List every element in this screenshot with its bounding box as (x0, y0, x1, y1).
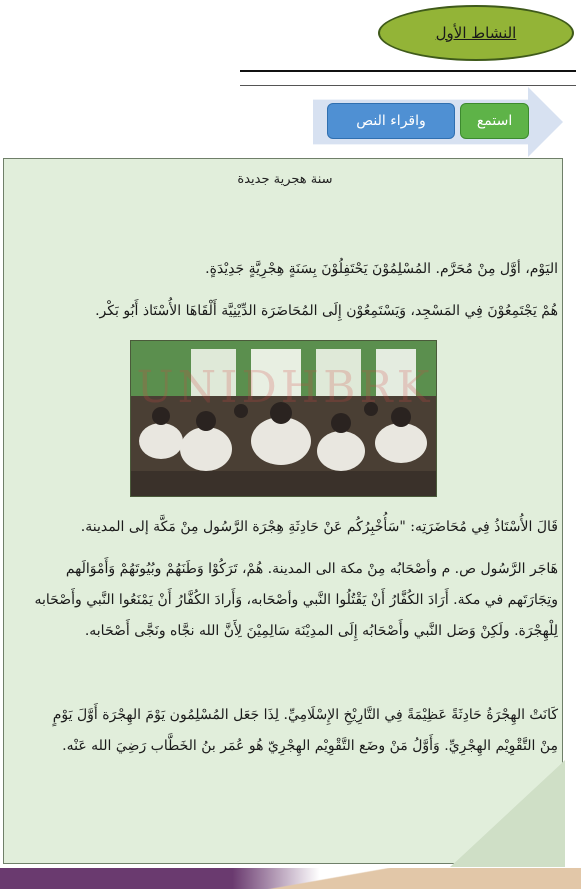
read-text-button-label: واقراء النص (356, 113, 426, 129)
paragraph-5: كَانَتْ الهِجْرَةُ حَادِثَةً عَظِيْمَةً فِي التَّارِيْخِ الإِسْلَامِيِّ. لِذَا جَعَل المُسْلِمُون يَوْمَ الهِجْرَة أَوَّلَ يَوْمٍ مِنْ التَّقْوِيْم الهِجْرِيِّ. وَأَوَّلُ مَنْ وضَع التَّقْوِيْم الهِجْرِيّ هُو عُمَر بنُ الخَطَّاب رَضِيَ الله عَنْه. (52, 707, 558, 754)
listen-button-label: استمع (476, 113, 513, 129)
watermark: UNIDHBRK (136, 362, 434, 413)
activity-oval (378, 5, 574, 61)
header-rule-thin (240, 85, 576, 86)
paragraph-4: هَاجَر الرَّسُول ص. م وأصْحَابُه مِنْ مكة الى المدينة. هُمْ، تَرَكُوْا وَطَنَهُمْ وبُيُوتَهُمْ وَأَمْوَالَهم وتِجَارَتَهم في مكة. أَرَادَ الكُفَّارُ أَنْ يَقْتُلُوا النَّبي وأصْحَابه، وَأَرادَ الكُفَّارُ أَنْ يَمْنَعُوا النَّبي وأَصْحَابه لِلْهِجْرَة. ولَكِنْ وَصَل النَّبي وأَصْحَابُه إِلَى المدِيْنَة سَالِمِيْنَ لِأَنَّ الله نجَّاه ونَجَّى أَصْحَابه. (34, 561, 558, 639)
listen-button[interactable] (460, 103, 529, 139)
read-text-button[interactable] (327, 103, 455, 139)
bottom-decoration (0, 868, 581, 889)
header-rule-thick (240, 70, 576, 72)
mosque-photo (130, 340, 437, 497)
paragraph-2: هُمْ يَجْتَمِعُوْنَ فِي المَسْجِد، وَيَسْتَمِعُوْن إِلَى المُحَاضَرَة الدِّيْنِيَّة أَلْقَاهَا الأُسْتَاذ أَبُو بَكْر. (95, 303, 558, 319)
paragraph-1: اليَوْم، أوَّل مِنْ مُحَرَّم. المُسْلِمُوْنَ يَحْتَفِلُوْنَ بِسَنَةٍ هِجْرِيَّةٍ جَدِيْدَةٍ. (205, 261, 558, 277)
activity-title: النشاط الأول (435, 24, 517, 42)
paragraph-3: قَالَ الأُسْتَاذُ فِي مُحَاضَرَتِه: "سَأُخْبِرُكُم عَنْ حَادِثَةِ هِجْرَة الرَّسُول مِنْ مَكَّة إلى المدينة. (80, 519, 558, 535)
text-title: سنة هجرية جديدة (237, 172, 333, 187)
